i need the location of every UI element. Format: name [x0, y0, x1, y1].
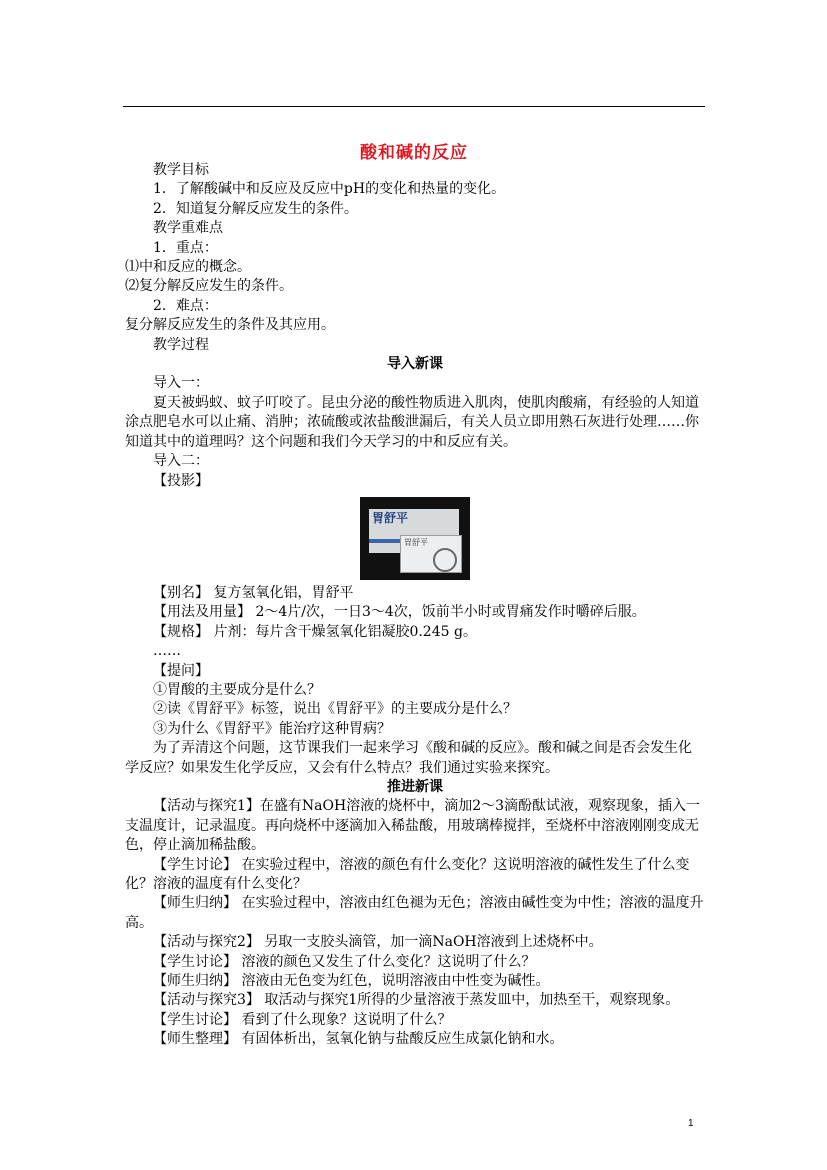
paragraph: ①胃酸的主要成分是什么？	[153, 681, 321, 698]
paragraph: 教学目标	[153, 162, 209, 178]
box-small-label: 胃舒平	[404, 537, 428, 547]
paragraph: ⑴中和反应的概念。	[125, 259, 251, 276]
paragraph: 【学生讨论】 溶液的颜色又发生了什么变化？这说明了什么？	[153, 953, 536, 970]
medicine-box-image	[360, 497, 470, 580]
paragraph: 【提问】	[153, 662, 209, 679]
section-heading: 推进新课	[387, 778, 443, 795]
page-number: 1	[688, 1118, 694, 1129]
paragraph: 【师生归纳】 溶液由无色变为红色，说明溶液由中性变为碱性。	[153, 973, 550, 990]
paragraph: 1．重点：	[153, 239, 218, 256]
paragraph: 【活动与探究1】在盛有NaOH溶液的烧杯中，滴加2～3滴酚酞试液，观察现象，插入一支温度计，记录温度。再向烧杯中逐滴加入稀盐酸，用玻璃棒搅拌，至烧杯中溶液刚刚变成无色，停止滴加稀盐酸。	[125, 798, 701, 854]
paragraph: 2．知道复分解反应发生的条件。	[153, 200, 358, 217]
section-heading: 导入新课	[387, 356, 443, 373]
paragraph: 【投影】	[153, 472, 209, 489]
medicine-box-small	[400, 535, 462, 573]
paragraph: 【学生讨论】 看到了什么现象？这说明了什么？	[153, 1011, 452, 1028]
paragraph: ③为什么《胃舒平》能治疗这种胃病？	[153, 720, 391, 737]
paragraph: 【师生归纳】 在实验过程中，溶液由红色褪为无色；溶液由碱性变为中性；溶液的温度升高。	[125, 895, 704, 931]
paragraph: 1．了解酸碱中和反应及反应中pH的变化和热量的变化。	[153, 181, 506, 198]
section-objectives-intro	[125, 161, 705, 491]
header-rule	[123, 106, 705, 107]
page-title: 酸和碱的反应	[360, 143, 468, 163]
paragraph: 【用法及用量】 2～4片/次，一日3～4次，饭前半小时或胃痛发作时嚼碎后服。	[153, 604, 646, 621]
paragraph: 复分解反应发生的条件及其应用。	[125, 317, 335, 334]
paragraph: 【学生讨论】 在实验过程中，溶液的颜色有什么变化？这说明溶液的碱性发生了什么变化？溶液的温度有什么变化？	[125, 856, 690, 892]
box-ring-graphic	[433, 548, 457, 572]
paragraph: ……	[153, 643, 181, 660]
paragraph: 【师生整理】 有固体析出，氢氧化钠与盐酸反应生成氯化钠和水。	[153, 1031, 564, 1048]
paragraph: 【活动与探究2】 另取一支胶头滴管，加一滴NaOH溶液到上述烧杯中。	[153, 934, 603, 951]
paragraph: 【规格】 片剂：每片含干燥氢氧化铝凝胶0.245 g。	[153, 623, 477, 640]
paragraph: 【活动与探究3】 取活动与探究1所得的少量溶液于蒸发皿中，加热至干，观察现象。	[153, 992, 680, 1009]
paragraph: 【别名】 复方氢氧化铝，胃舒平	[153, 584, 354, 601]
paragraph: ②读《胃舒平》标签，说出《胃舒平》的主要成分是什么？	[153, 701, 517, 718]
box-label: 胃舒平	[372, 510, 409, 525]
paragraph: 导入二：	[153, 453, 209, 470]
document-body	[125, 161, 705, 1050]
paragraph: ⑵复分解反应发生的条件。	[125, 278, 293, 295]
paragraph: 夏天被蚂蚁、蚊子叮咬了。昆虫分泌的酸性物质进入肌肉，使肌肉酸痛，有经验的人知道涂点肥皂水可以止痛、消肿；浓硫酸或浓盐酸泄漏后，有关人员立即用熟石灰进行处理……你知道其中的道理吗？这个问题和我们今天学习的中和反应有关。	[125, 394, 699, 450]
paragraph: 教学过程	[153, 336, 209, 353]
section-lesson	[125, 584, 705, 1050]
paragraph: 导入一：	[153, 375, 209, 392]
paragraph: 教学重难点	[153, 220, 223, 237]
paragraph: 2．难点：	[153, 297, 218, 314]
paragraph: 为了弄清这个问题，这节课我们一起来学习《酸和碱的反应》。酸和碱之间是否会发生化学反应？如果发生化学反应，又会有什么特点？我们通过实验来探究。	[125, 740, 692, 776]
